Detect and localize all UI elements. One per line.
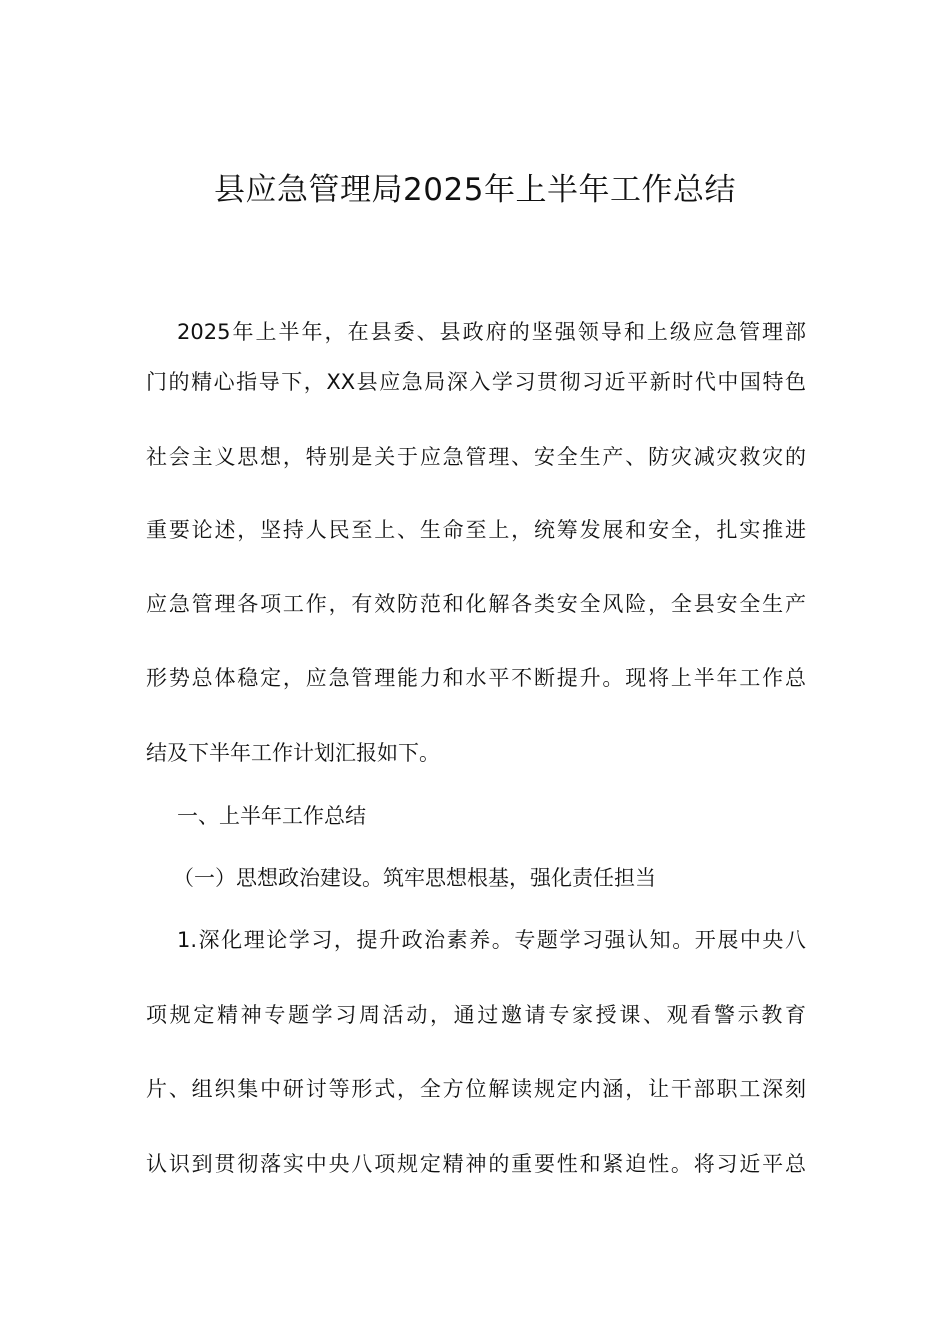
intro-paragraph-line: 形势总体稳定，应急管理能力和水平不断提升。现将上半年工作总 xyxy=(146,666,806,690)
item-paragraph-line: 1.深化理论学习，提升政治素养。专题学习强认知。开展中央八 xyxy=(177,928,806,952)
intro-paragraph-line: 2025年上半年，在县委、县政府的坚强领导和上级应急管理部 xyxy=(177,320,806,344)
page-title: 县应急管理局2025年上半年工作总结 xyxy=(214,172,736,208)
item-paragraph-line: 认识到贯彻落实中央八项规定精神的重要性和紧迫性。将习近平总 xyxy=(146,1152,806,1176)
intro-paragraph-line: 社会主义思想，特别是关于应急管理、安全生产、防灾减灾救灾的 xyxy=(146,445,806,469)
intro-paragraph-line: 重要论述，坚持人民至上、生命至上，统筹发展和安全，扎实推进 xyxy=(146,518,806,542)
item-paragraph-line: 片、组织集中研讨等形式，全方位解读规定内涵，让干部职工深刻 xyxy=(146,1077,806,1101)
subsection-heading: （一）思想政治建设。筑牢思想根基，强化责任担当 xyxy=(173,866,656,890)
section-heading: 一、上半年工作总结 xyxy=(177,804,366,828)
intro-paragraph-line: 结及下半年工作计划汇报如下。 xyxy=(146,741,440,765)
intro-paragraph-line: 应急管理各项工作，有效防范和化解各类安全风险，全县安全生产 xyxy=(146,592,806,616)
item-paragraph-line: 项规定精神专题学习周活动，通过邀请专家授课、观看警示教育 xyxy=(146,1003,806,1027)
intro-paragraph-line: 门的精心指导下，XX县应急局深入学习贯彻习近平新时代中国特色 xyxy=(146,370,806,394)
